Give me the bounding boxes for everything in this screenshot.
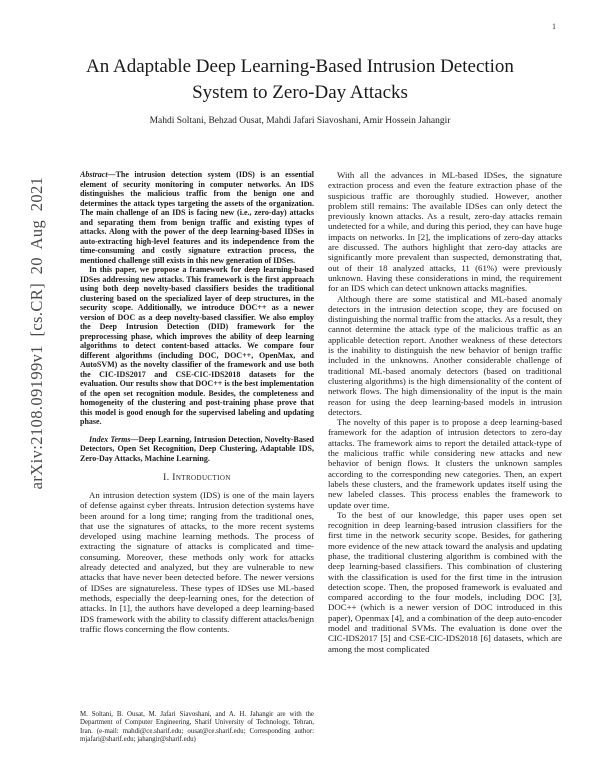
abstract-label: Abstract— (80, 170, 116, 179)
right-paragraph-4: To the best of our knowledge, this paper uses open set recognition in deep learning-based intrusion classifiers for the first time in the network security scope. Besides, for gathering more evidence of the new attack toward the analysis and updating phase, the traditional clustering algorithm is combined with the deep learning-based classifiers. This combination of clustering with the classification is used for the first time in the intrusion detection scope. Then, the proposed framework is evaluated and compared according to the four models, including DOC [3], DOC++ (which is a newer version of DOC introduced in this paper), Openmax [4], and a combination of the deep auto-encoder model and traditional SVMs. The evaluation is done over the CIC-IDS2017 [5] and CSE-CIC-IDS2018 [6] datasets, which are among the most complicated (328, 509, 562, 654)
author-affiliation-footnote: M. Soltani, B. Ousat, M. Jafari Siavoshani, and A. H. Jahangir are with the Department of Computer Engineering, Sharif University of Technology, Tehran, Iran. (e-mail: mahdi@ce.sharif.edu; ousat@ce.sharif.edu; Corresponding author: mjafari@sharif.edu; jahangir@sharif.edu) (80, 711, 314, 743)
index-terms-text: Deep Learning, Intrusion Detection, Novelty-Based Detectors, Open Set Recognition, Deep Clustering, Adaptable IDS, Zero-Day Attacks, Machine Learning. (80, 434, 314, 463)
page-number: 1 (552, 22, 556, 31)
two-column-body (80, 170, 562, 748)
paper-title: An Adaptable Deep Learning-Based Intrusion Detection System to Zero-Day Attacks (86, 56, 514, 103)
index-terms-label: Index Terms— (89, 434, 139, 444)
abstract-paragraph-1 (80, 170, 314, 265)
right-paragraph-2: Although there are some statistical and ML-based anomaly detectors in the intrusion detection scope, they are focused on distinguishing the normal traffic from the attacks. As a result, they cannot determine the attack type of the malicious traffic as an applicable detection report. Another weakness of these detectors is the inability to distinguish the new behavior of benign traffic included in the unknowns. Another considerable challenge of traditional ML-based anomaly detectors (based on traditional clustering algorithms) is the high dimensionality of the content of network flows. The high dimensionality of the input is the main reason for using the deep learning-based models in intrusion detectors. (328, 293, 562, 417)
arxiv-watermark: arXiv:2108.09199v1 [cs.CR] 20 Aug 2021 (27, 176, 46, 490)
right-column (328, 170, 562, 748)
right-paragraph-3: The novelty of this paper is to propose a deep learning-based framework for the adaption of intrusion detectors to zero-day attacks. The framework aims to report the detailed attack-type of the malicious traffic while considering new attacks and new behavior of benign flows. It clusters the unknown samples according to the corresponding new categories. Then, an expert labels these clusters, and the framework updates itself using the new labeled classes. This process enables the framework to update over time. (328, 417, 562, 510)
index-terms (80, 435, 314, 464)
abstract-paragraph-2: In this paper, we propose a framework for deep learning-based IDSes addressing new attacks. This framework is the first approach using both deep novelty-based classifiers besides the traditional clustering based on the specialized layer of deep structures, in the security scope. Additionally, we introduce DOC++ as a newer version of DOC as a deep novelty-based classifier. We also employ the Deep Intrusion Detection (DID) framework for the preprocessing phase, which improves the ability of deep learning algorithms to detect content-based attacks. We compare four different algorithms (including DOC, DOC++, OpenMax, and AutoSVM) as the novelty classifier of the framework and use both the CIC-IDS2017 and CSE-CIC-IDS2018 datasets for the evaluation. Our results show that DOC++ is the best implementation of the open set recognition module. Besides, the completeness and homogeneity of the clustering and post-training phase prove that this model is good enough for the supervised labeling and updating phase. (80, 265, 314, 426)
left-column (80, 170, 314, 748)
section-heading-introduction: I. Introduction (163, 473, 231, 483)
author-list: Mahdi Soltani, Behzad Ousat, Mahdi Jafari Siavoshani, Amir Hossein Jahangir (149, 116, 451, 126)
abstract-text-1: The intrusion detection system (IDS) is an essential element of security monitoring in computer networks. An IDS distinguishes the malicious traffic from the benign one and determines the attack types targeting the assets of the organization. The main challenge of an IDS is facing new (i.e., zero-day) attacks and separating them from benign traffic and existing types of attacks. Along with the power of the deep learning-based IDSes in auto-extracting high-level features and its independence from the time-consuming and costly signature extraction process, the mentioned challenge still exists in this new generation of IDSes. (80, 170, 314, 265)
intro-paragraph-1: An intrusion detection system (IDS) is one of the main layers of defense against cyber threats. Intrusion detection systems have been around for a long time; ranging from the traditional ones, that use the signatures of attacks, to the more recent systems developed using machine learning methods. The process of extracting the signature of attacks is complicated and time-consuming. Moreover, these methods only work for attacks already detected and analyzed, but they are vulnerable to new attacks that have never been detected before. The newer versions of IDSes are signatureless. These types of IDSes use ML-based methods, especially the deep-learning ones, for the detection of attacks. In [1], the authors have developed a deep learning-based IDS framework with the ability to classify different attacks/benign traffic flows concerning the flow contents. (80, 490, 314, 634)
right-paragraph-1: With all the advances in ML-based IDSes, the signature extraction process and even the feature extraction phase of the suspicious traffic are thoroughly studied. However, another problem still remains: The available IDSes can only detect the previously known attacks. As a result, zero-day attacks remain undetected for a while, and during this period, they can have huge impacts on networks. In [2], the implications of zero-day attacks are discussed. The authors highlight that zero-day attacks are significantly more prevalent than suspected, demonstrating that, out of their 18 analyzed attacks, 11 (61%) were previously unknown. Having these considerations in mind, the requirement for an IDS which can detect unknown attacks magnifies. (328, 170, 562, 294)
